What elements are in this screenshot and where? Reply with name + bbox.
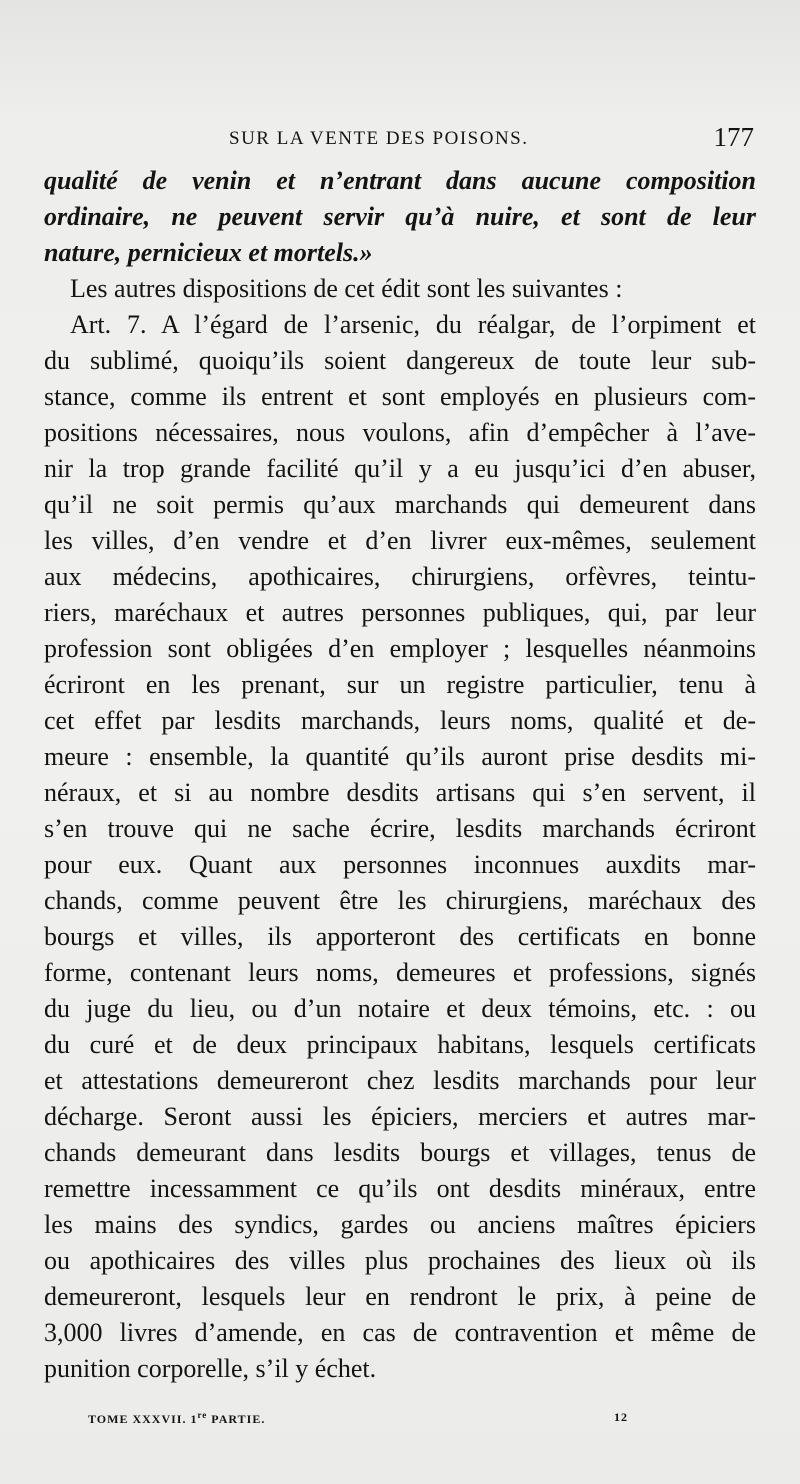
text-line: punition corporelle, s’il y échet. (44, 1354, 377, 1383)
text-line: cet effet par lesdits marchands, leurs noms, qualité et de- (44, 706, 756, 735)
text-line: qu’il ne soit permis qu’aux marchands qui demeurent dans (44, 490, 756, 519)
text-line: chands, comme peuvent être les chirurgiens, maréchaux des (44, 886, 756, 915)
text-line: les villes, d’en vendre et d’en livrer eux-mêmes, seulement (44, 526, 756, 555)
text-line: qualité de venin et n’entrant dans aucune composition (44, 166, 756, 195)
text-line: bourgs et villes, ils apporteront des certificats en bonne (44, 922, 756, 951)
body-text (44, 163, 756, 1387)
text-line: forme, contenant leurs noms, demeures et professions, signés (44, 958, 756, 987)
page-number: 177 (713, 122, 754, 152)
text-line: 3,000 livres d’amende, en cas de contravention et même de (44, 1318, 756, 1347)
text-line: riers, maréchaux et autres personnes publiques, qui, par leur (44, 598, 756, 627)
text-line: chands demeurant dans lesdits bourgs et villages, tenus de (44, 1138, 756, 1167)
text-line: du sublimé, quoiqu’ils soient dangereux de toute leur sub- (44, 346, 756, 375)
text-line: ordinaire, ne peuvent servir qu’à nuire, et sont de leur (44, 202, 756, 231)
text-line: positions nécessaires, nous voulons, afin d’empêcher à l’ave- (44, 418, 756, 447)
text-line: stance, comme ils entrent et sont employés en plusieurs com- (44, 382, 756, 411)
page-header (44, 120, 756, 156)
text-line: aux médecins, apothicaires, chirurgiens, orfèvres, teintu- (44, 562, 756, 591)
text-line: meure : ensemble, la quantité qu’ils auront prise desdits mi- (44, 742, 756, 771)
text-line: Les autres dispositions de cet édit sont les suivantes : (70, 274, 623, 303)
signature-superscript: re (197, 1410, 208, 1420)
text-line: écriront en les prenant, sur un registre particulier, tenu à (44, 670, 756, 699)
signature-prefix: TOME XXXVII. 1 (88, 1412, 198, 1426)
text-line: néraux, et si au nombre desdits artisans qui s’en servent, il (44, 778, 756, 807)
text-line: les mains des syndics, gardes ou anciens maîtres épiciers (44, 1210, 756, 1239)
signature-mark (88, 1410, 265, 1427)
text-line: profession sont obligées d’en employer ; lesquelles néanmoins (44, 634, 756, 663)
text-line: du juge du lieu, ou d’un notaire et deux témoins, etc. : ou (44, 994, 756, 1023)
text-line: Art. 7. A l’égard de l’arsenic, du réalgar, de l’orpiment et (70, 310, 756, 339)
text-line: du curé et de deux principaux habitans, lesquels certificats (44, 1030, 756, 1059)
running-head: SUR LA VENTE DES POISONS. (229, 128, 529, 149)
text-line: et attestations demeureront chez lesdits marchands pour leur (44, 1066, 756, 1095)
text-line: demeureront, lesquels leur en rendront le prix, à peine de (44, 1282, 756, 1311)
text-line: pour eux. Quant aux personnes inconnues auxdits mar- (44, 850, 756, 879)
signature-suffix: PARTIE. (207, 1412, 266, 1426)
text-line: nature, pernicieux et mortels.» (44, 238, 373, 267)
sheet-number: 12 (614, 1410, 628, 1424)
text-line: décharge. Seront aussi les épiciers, merciers et autres mar- (44, 1102, 756, 1131)
text-line: ou apothicaires des villes plus prochaines des lieux où ils (44, 1246, 756, 1275)
text-line: nir la trop grande facilité qu’il y a eu jusqu’ici d’en abuser, (44, 454, 756, 483)
text-line: remettre incessamment ce qu’ils ont desdits minéraux, entre (44, 1174, 756, 1203)
page-footer (88, 1410, 628, 1434)
text-line: s’en trouve qui ne sache écrire, lesdits marchands écriront (44, 814, 756, 843)
